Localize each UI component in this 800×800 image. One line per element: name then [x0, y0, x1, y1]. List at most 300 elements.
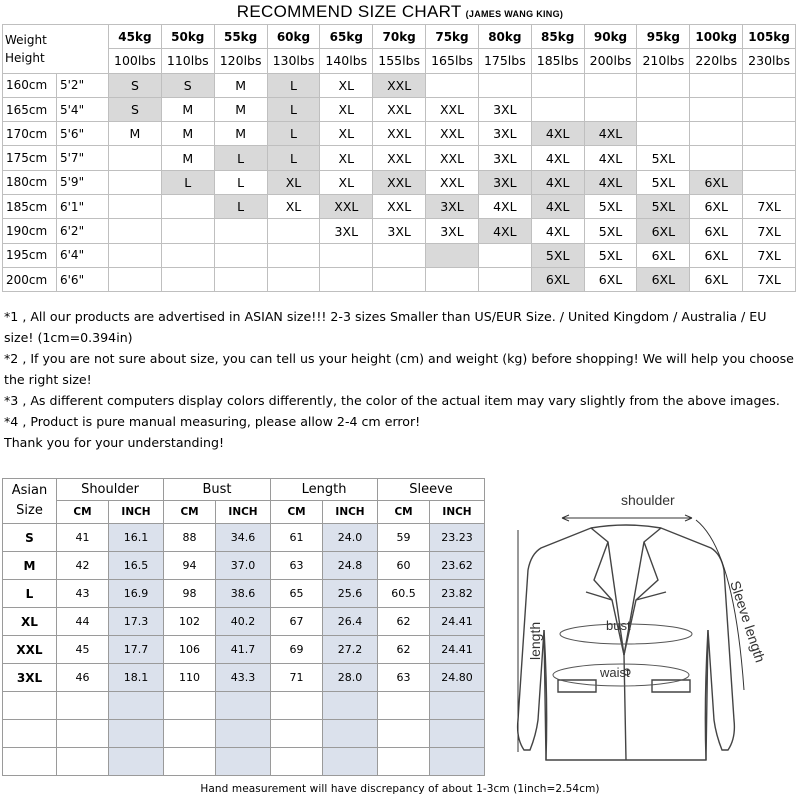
measurement-row: [3, 552, 485, 580]
height-ft: 5'9": [57, 170, 109, 194]
weight-kg-header: 80kg: [478, 25, 531, 49]
sleeve-cm-cell: 62: [378, 636, 430, 664]
size-chart-body: [3, 73, 796, 292]
size-chart-row: [3, 195, 796, 219]
recommended-size-cell: [109, 267, 162, 291]
measure-group-row: [3, 479, 485, 501]
recommended-size-cell: [637, 73, 690, 97]
recommended-size-cell: 4XL: [531, 146, 584, 170]
recommended-size-cell: [637, 122, 690, 146]
recommended-size-cell: M: [214, 122, 267, 146]
recommended-size-cell: [478, 243, 531, 267]
height-ft: 5'4": [57, 97, 109, 121]
recommended-size-cell: [531, 73, 584, 97]
height-cm: 165cm: [3, 97, 57, 121]
recommended-size-cell: M: [161, 97, 214, 121]
size-chart-row: [3, 219, 796, 243]
recommended-size-cell: 4XL: [531, 122, 584, 146]
recommended-size-cell: [637, 97, 690, 121]
height-cm: 200cm: [3, 267, 57, 291]
jacket-illustration: [496, 480, 796, 780]
size-label-cell: XXL: [3, 636, 57, 664]
shoulder-label: shoulder: [621, 492, 675, 508]
empty-cell: [3, 692, 57, 720]
shoulder-in-cell: 16.9: [109, 580, 164, 608]
recommended-size-cell: 7XL: [743, 267, 796, 291]
bust-in-cell: 40.2: [216, 608, 271, 636]
recommended-size-cell: L: [267, 122, 320, 146]
recommended-size-cell: [373, 267, 426, 291]
recommended-size-cell: [743, 97, 796, 121]
sleeve-in-cell: 24.41: [430, 608, 485, 636]
weight-kg-header: 50kg: [161, 25, 214, 49]
empty-cell: [109, 692, 164, 720]
weight-kg-header: 60kg: [267, 25, 320, 49]
height-ft: 5'2": [57, 73, 109, 97]
recommended-size-cell: 6XL: [637, 219, 690, 243]
recommended-size-cell: 6XL: [637, 243, 690, 267]
recommended-size-cell: [161, 195, 214, 219]
length-in-cell: 25.6: [323, 580, 378, 608]
measurement-row: [3, 664, 485, 692]
shoulder-cm-cell: 43: [57, 580, 109, 608]
shoulder-in-cell: 16.1: [109, 524, 164, 552]
empty-cell: [57, 748, 109, 776]
weight-kg-header: 90kg: [584, 25, 637, 49]
weight-kg-row: [3, 25, 796, 49]
weight-lbs-header: 110lbs: [161, 49, 214, 73]
bust-cm-cell: 102: [164, 608, 216, 636]
sleeve-cm-header: CM: [378, 501, 430, 524]
recommended-size-cell: [320, 243, 373, 267]
recommended-size-cell: 3XL: [426, 195, 479, 219]
length-cm-header: CM: [271, 501, 323, 524]
bust-cm-cell: 94: [164, 552, 216, 580]
recommended-size-cell: S: [161, 73, 214, 97]
measurement-table: [2, 478, 485, 776]
weight-lbs-header: 155lbs: [373, 49, 426, 73]
recommended-size-cell: S: [109, 73, 162, 97]
length-cm-cell: 69: [271, 636, 323, 664]
recommended-size-cell: 3XL: [373, 219, 426, 243]
recommended-size-cell: [109, 170, 162, 194]
measurement-table-body: [3, 524, 485, 776]
weight-kg-header: 105kg: [743, 25, 796, 49]
empty-cell: [109, 720, 164, 748]
recommended-size-cell: XXL: [320, 195, 373, 219]
empty-cell: [323, 720, 378, 748]
recommended-size-cell: [426, 73, 479, 97]
sleeve-in-cell: 24.41: [430, 636, 485, 664]
empty-cell: [430, 748, 485, 776]
recommended-size-cell: M: [214, 73, 267, 97]
recommended-size-cell: L: [267, 146, 320, 170]
recommended-size-cell: 5XL: [637, 146, 690, 170]
weight-kg-header: 55kg: [214, 25, 267, 49]
bust-inch-header: INCH: [216, 501, 271, 524]
recommended-size-cell: 6XL: [690, 243, 743, 267]
height-cm: 180cm: [3, 170, 57, 194]
recommended-size-cell: 5XL: [637, 195, 690, 219]
note-1: *1 , All our products are advertised in ASIAN size!!! 2-3 sizes Smaller than US/EUR Size. / United Kingdom / Australia / EU size! (1cm=0.394in): [4, 309, 767, 345]
shoulder-in-cell: 18.1: [109, 664, 164, 692]
recommended-size-cell: 5XL: [637, 170, 690, 194]
recommended-size-cell: S: [109, 97, 162, 121]
bust-cm-header: CM: [164, 501, 216, 524]
recommended-size-cell: [743, 73, 796, 97]
recommended-size-cell: 3XL: [478, 146, 531, 170]
recommended-size-cell: 7XL: [743, 195, 796, 219]
note-3: *3 , As different computers display colors differently, the color of the actual item may vary slightly from the above images.: [4, 393, 780, 408]
recommended-size-cell: XL: [267, 170, 320, 194]
asian-size-header: [3, 479, 57, 524]
bust-in-cell: 43.3: [216, 664, 271, 692]
size-label-cell: M: [3, 552, 57, 580]
recommended-size-cell: XL: [320, 73, 373, 97]
weight-kg-header: 65kg: [320, 25, 373, 49]
bust-cm-cell: 106: [164, 636, 216, 664]
weight-lbs-row: [3, 49, 796, 73]
size-chart-row: [3, 170, 796, 194]
recommended-size-cell: [267, 267, 320, 291]
recommended-size-cell: 6XL: [690, 195, 743, 219]
weight-kg-header: 95kg: [637, 25, 690, 49]
empty-cell: [271, 720, 323, 748]
weight-lbs-header: 230lbs: [743, 49, 796, 73]
recommended-size-cell: XXL: [426, 146, 479, 170]
recommended-size-cell: M: [161, 146, 214, 170]
sleeve-cm-cell: 63: [378, 664, 430, 692]
weight-lbs-header: 120lbs: [214, 49, 267, 73]
height-cm: 170cm: [3, 122, 57, 146]
empty-cell: [323, 692, 378, 720]
recommended-size-cell: XXL: [373, 73, 426, 97]
recommended-size-cell: XXL: [426, 170, 479, 194]
chart-title-main: RECOMMEND SIZE CHART: [236, 2, 462, 21]
recommended-size-cell: [584, 97, 637, 121]
recommended-size-cell: XL: [320, 122, 373, 146]
size-recommendation-table: [2, 24, 796, 292]
empty-cell: [109, 748, 164, 776]
footer-note: Hand measurement will have discrepancy of about 1-3cm (1inch=2.54cm): [200, 783, 600, 795]
recommended-size-cell: 5XL: [531, 243, 584, 267]
height-cm: 195cm: [3, 243, 57, 267]
recommended-size-cell: 5XL: [584, 243, 637, 267]
length-label: length: [527, 621, 543, 660]
length-in-cell: 26.4: [323, 608, 378, 636]
recommended-size-cell: 6XL: [690, 267, 743, 291]
measurement-row: [3, 580, 485, 608]
recommended-size-cell: 3XL: [320, 219, 373, 243]
recommended-size-cell: [743, 122, 796, 146]
empty-cell: [216, 692, 271, 720]
recommended-size-cell: 6XL: [690, 219, 743, 243]
empty-cell: [216, 748, 271, 776]
weight-lbs-header: 220lbs: [690, 49, 743, 73]
bust-in-cell: 41.7: [216, 636, 271, 664]
chart-title: [0, 0, 800, 24]
recommended-size-cell: 7XL: [743, 219, 796, 243]
sleeve-inch-header: INCH: [430, 501, 485, 524]
size-chart-row: [3, 243, 796, 267]
weight-lbs-header: 175lbs: [478, 49, 531, 73]
empty-cell: [430, 720, 485, 748]
recommended-size-cell: [109, 195, 162, 219]
recommended-size-cell: [690, 73, 743, 97]
recommended-size-cell: [426, 243, 479, 267]
weight-kg-header: 75kg: [426, 25, 479, 49]
weight-kg-header: 70kg: [373, 25, 426, 49]
sleeve-in-cell: 24.80: [430, 664, 485, 692]
measurement-row: [3, 524, 485, 552]
weight-lbs-header: 200lbs: [584, 49, 637, 73]
recommended-size-cell: 4XL: [584, 122, 637, 146]
recommended-size-cell: [320, 267, 373, 291]
recommended-size-cell: [109, 146, 162, 170]
recommended-size-cell: [743, 170, 796, 194]
weight-lbs-header: 210lbs: [637, 49, 690, 73]
empty-cell: [3, 720, 57, 748]
recommended-size-cell: 5XL: [584, 195, 637, 219]
recommended-size-cell: L: [267, 97, 320, 121]
sleeve-cm-cell: 62: [378, 608, 430, 636]
recommended-size-cell: [214, 267, 267, 291]
shoulder-cm-cell: 41: [57, 524, 109, 552]
height-ft: 6'4": [57, 243, 109, 267]
recommended-size-cell: XL: [320, 97, 373, 121]
empty-cell: [430, 692, 485, 720]
jacket-outline: [518, 525, 735, 760]
size-label-cell: L: [3, 580, 57, 608]
recommended-size-cell: XXL: [373, 195, 426, 219]
shoulder-in-cell: 17.3: [109, 608, 164, 636]
recommended-size-cell: XXL: [426, 122, 479, 146]
empty-cell: [3, 748, 57, 776]
size-chart-row: [3, 122, 796, 146]
sleeve-cm-cell: 60.5: [378, 580, 430, 608]
recommended-size-cell: 4XL: [531, 219, 584, 243]
recommended-size-cell: 4XL: [584, 146, 637, 170]
recommended-size-cell: M: [214, 97, 267, 121]
empty-cell: [271, 748, 323, 776]
bust-cm-cell: 110: [164, 664, 216, 692]
asian-label: Asian: [11, 483, 48, 498]
recommended-size-cell: L: [267, 73, 320, 97]
note-4: *4 , Product is pure manual measuring, please allow 2-4 cm error!: [4, 414, 421, 429]
height-cm: 175cm: [3, 146, 57, 170]
size-label-cell: S: [3, 524, 57, 552]
recommended-size-cell: 3XL: [426, 219, 479, 243]
recommended-size-cell: [690, 97, 743, 121]
height-cm: 185cm: [3, 195, 57, 219]
empty-cell: [216, 720, 271, 748]
empty-cell: [164, 748, 216, 776]
bust-cm-cell: 88: [164, 524, 216, 552]
bust-cm-cell: 98: [164, 580, 216, 608]
recommended-size-cell: 3XL: [478, 97, 531, 121]
weight-kg-header: 45kg: [109, 25, 162, 49]
sleeve-in-cell: 23.62: [430, 552, 485, 580]
sleeve-cm-cell: 59: [378, 524, 430, 552]
recommended-size-cell: 4XL: [478, 219, 531, 243]
empty-cell: [271, 692, 323, 720]
empty-cell: [164, 720, 216, 748]
height-ft: 6'6": [57, 267, 109, 291]
shoulder-cm-cell: 44: [57, 608, 109, 636]
weight-label: Weight: [5, 32, 47, 47]
recommended-size-cell: [267, 243, 320, 267]
recommended-size-cell: [161, 267, 214, 291]
shoulder-cm-cell: 46: [57, 664, 109, 692]
sleeve-length-label: Sleeve length: [727, 578, 769, 665]
empty-measurement-row: [3, 692, 485, 720]
height-label: Height: [5, 50, 45, 65]
recommended-size-cell: L: [214, 170, 267, 194]
length-header: Length: [271, 479, 378, 501]
recommended-size-cell: [690, 122, 743, 146]
empty-cell: [323, 748, 378, 776]
empty-cell: [57, 692, 109, 720]
length-in-cell: 28.0: [323, 664, 378, 692]
recommended-size-cell: 6XL: [690, 170, 743, 194]
recommended-size-cell: 6XL: [584, 267, 637, 291]
measurement-row: [3, 636, 485, 664]
size-chart-row: [3, 73, 796, 97]
notes-section: [4, 306, 794, 453]
empty-cell: [57, 720, 109, 748]
sleeve-in-cell: 23.82: [430, 580, 485, 608]
recommended-size-cell: XL: [320, 170, 373, 194]
recommended-size-cell: 4XL: [584, 170, 637, 194]
recommended-size-cell: M: [109, 122, 162, 146]
recommended-size-cell: 4XL: [531, 195, 584, 219]
recommended-size-cell: XL: [320, 146, 373, 170]
recommended-size-cell: 5XL: [584, 219, 637, 243]
recommended-size-cell: [478, 73, 531, 97]
length-in-cell: 24.8: [323, 552, 378, 580]
recommended-size-cell: XL: [267, 195, 320, 219]
recommended-size-cell: XXL: [373, 170, 426, 194]
size-label-cell: 3XL: [3, 664, 57, 692]
weight-lbs-header: 100lbs: [109, 49, 162, 73]
size-label: Size: [16, 503, 43, 518]
shoulder-in-cell: 17.7: [109, 636, 164, 664]
recommended-size-cell: [161, 243, 214, 267]
height-ft: 6'2": [57, 219, 109, 243]
recommended-size-cell: [743, 146, 796, 170]
bust-label: bust: [606, 618, 631, 633]
length-cm-cell: 67: [271, 608, 323, 636]
recommended-size-cell: 3XL: [478, 122, 531, 146]
shoulder-inch-header: INCH: [109, 501, 164, 524]
size-label-cell: XL: [3, 608, 57, 636]
height-cm: 190cm: [3, 219, 57, 243]
length-in-cell: 27.2: [323, 636, 378, 664]
measurement-row: [3, 608, 485, 636]
weight-height-corner: [3, 25, 109, 74]
recommended-size-cell: [531, 97, 584, 121]
brand-name: (JAMES WANG KING): [465, 9, 564, 19]
bust-in-cell: 37.0: [216, 552, 271, 580]
sleeve-in-cell: 23.23: [430, 524, 485, 552]
size-chart-row: [3, 97, 796, 121]
recommended-size-cell: M: [161, 122, 214, 146]
bust-in-cell: 34.6: [216, 524, 271, 552]
sleeve-header: Sleeve: [378, 479, 485, 501]
note-2: *2 , If you are not sure about size, you can tell us your height (cm) and weight (kg) before shopping! We will help you choose the right size!: [4, 351, 794, 387]
weight-lbs-header: 140lbs: [320, 49, 373, 73]
recommended-size-cell: 6XL: [637, 267, 690, 291]
recommended-size-cell: 6XL: [531, 267, 584, 291]
recommended-size-cell: L: [214, 146, 267, 170]
recommended-size-cell: XXL: [373, 97, 426, 121]
recommended-size-cell: [426, 267, 479, 291]
recommended-size-cell: 4XL: [478, 195, 531, 219]
recommended-size-cell: [373, 243, 426, 267]
recommended-size-cell: [267, 219, 320, 243]
length-cm-cell: 61: [271, 524, 323, 552]
recommended-size-cell: 3XL: [478, 170, 531, 194]
jacket-diagram: [496, 480, 796, 780]
measure-unit-row: [3, 501, 485, 524]
recommended-size-cell: XXL: [373, 146, 426, 170]
recommended-size-cell: 4XL: [531, 170, 584, 194]
recommended-size-cell: [690, 146, 743, 170]
length-inch-header: INCH: [323, 501, 378, 524]
weight-lbs-header: 165lbs: [426, 49, 479, 73]
recommended-size-cell: L: [161, 170, 214, 194]
thank-you-note: Thank you for your understanding!: [4, 435, 225, 450]
empty-measurement-row: [3, 748, 485, 776]
waist-label: waist: [600, 665, 630, 680]
recommended-size-cell: XXL: [426, 97, 479, 121]
length-in-cell: 24.0: [323, 524, 378, 552]
shoulder-cm-cell: 42: [57, 552, 109, 580]
weight-lbs-header: 185lbs: [531, 49, 584, 73]
recommended-size-cell: [478, 267, 531, 291]
height-cm: 160cm: [3, 73, 57, 97]
size-chart-row: [3, 146, 796, 170]
weight-kg-header: 100kg: [690, 25, 743, 49]
empty-cell: [378, 720, 430, 748]
empty-cell: [378, 748, 430, 776]
recommended-size-cell: L: [214, 195, 267, 219]
recommended-size-cell: XXL: [373, 122, 426, 146]
empty-cell: [378, 692, 430, 720]
bust-header: Bust: [164, 479, 271, 501]
empty-cell: [164, 692, 216, 720]
length-cm-cell: 65: [271, 580, 323, 608]
recommended-size-cell: [109, 219, 162, 243]
weight-kg-header: 85kg: [531, 25, 584, 49]
weight-lbs-header: 130lbs: [267, 49, 320, 73]
shoulder-header: Shoulder: [57, 479, 164, 501]
length-cm-cell: 63: [271, 552, 323, 580]
recommended-size-cell: [161, 219, 214, 243]
recommended-size-cell: [214, 219, 267, 243]
sleeve-cm-cell: 60: [378, 552, 430, 580]
height-ft: 5'6": [57, 122, 109, 146]
height-ft: 5'7": [57, 146, 109, 170]
recommended-size-cell: 7XL: [743, 243, 796, 267]
size-chart-row: [3, 267, 796, 291]
shoulder-cm-header: CM: [57, 501, 109, 524]
height-ft: 6'1": [57, 195, 109, 219]
shoulder-cm-cell: 45: [57, 636, 109, 664]
bust-in-cell: 38.6: [216, 580, 271, 608]
recommended-size-cell: [214, 243, 267, 267]
length-cm-cell: 71: [271, 664, 323, 692]
